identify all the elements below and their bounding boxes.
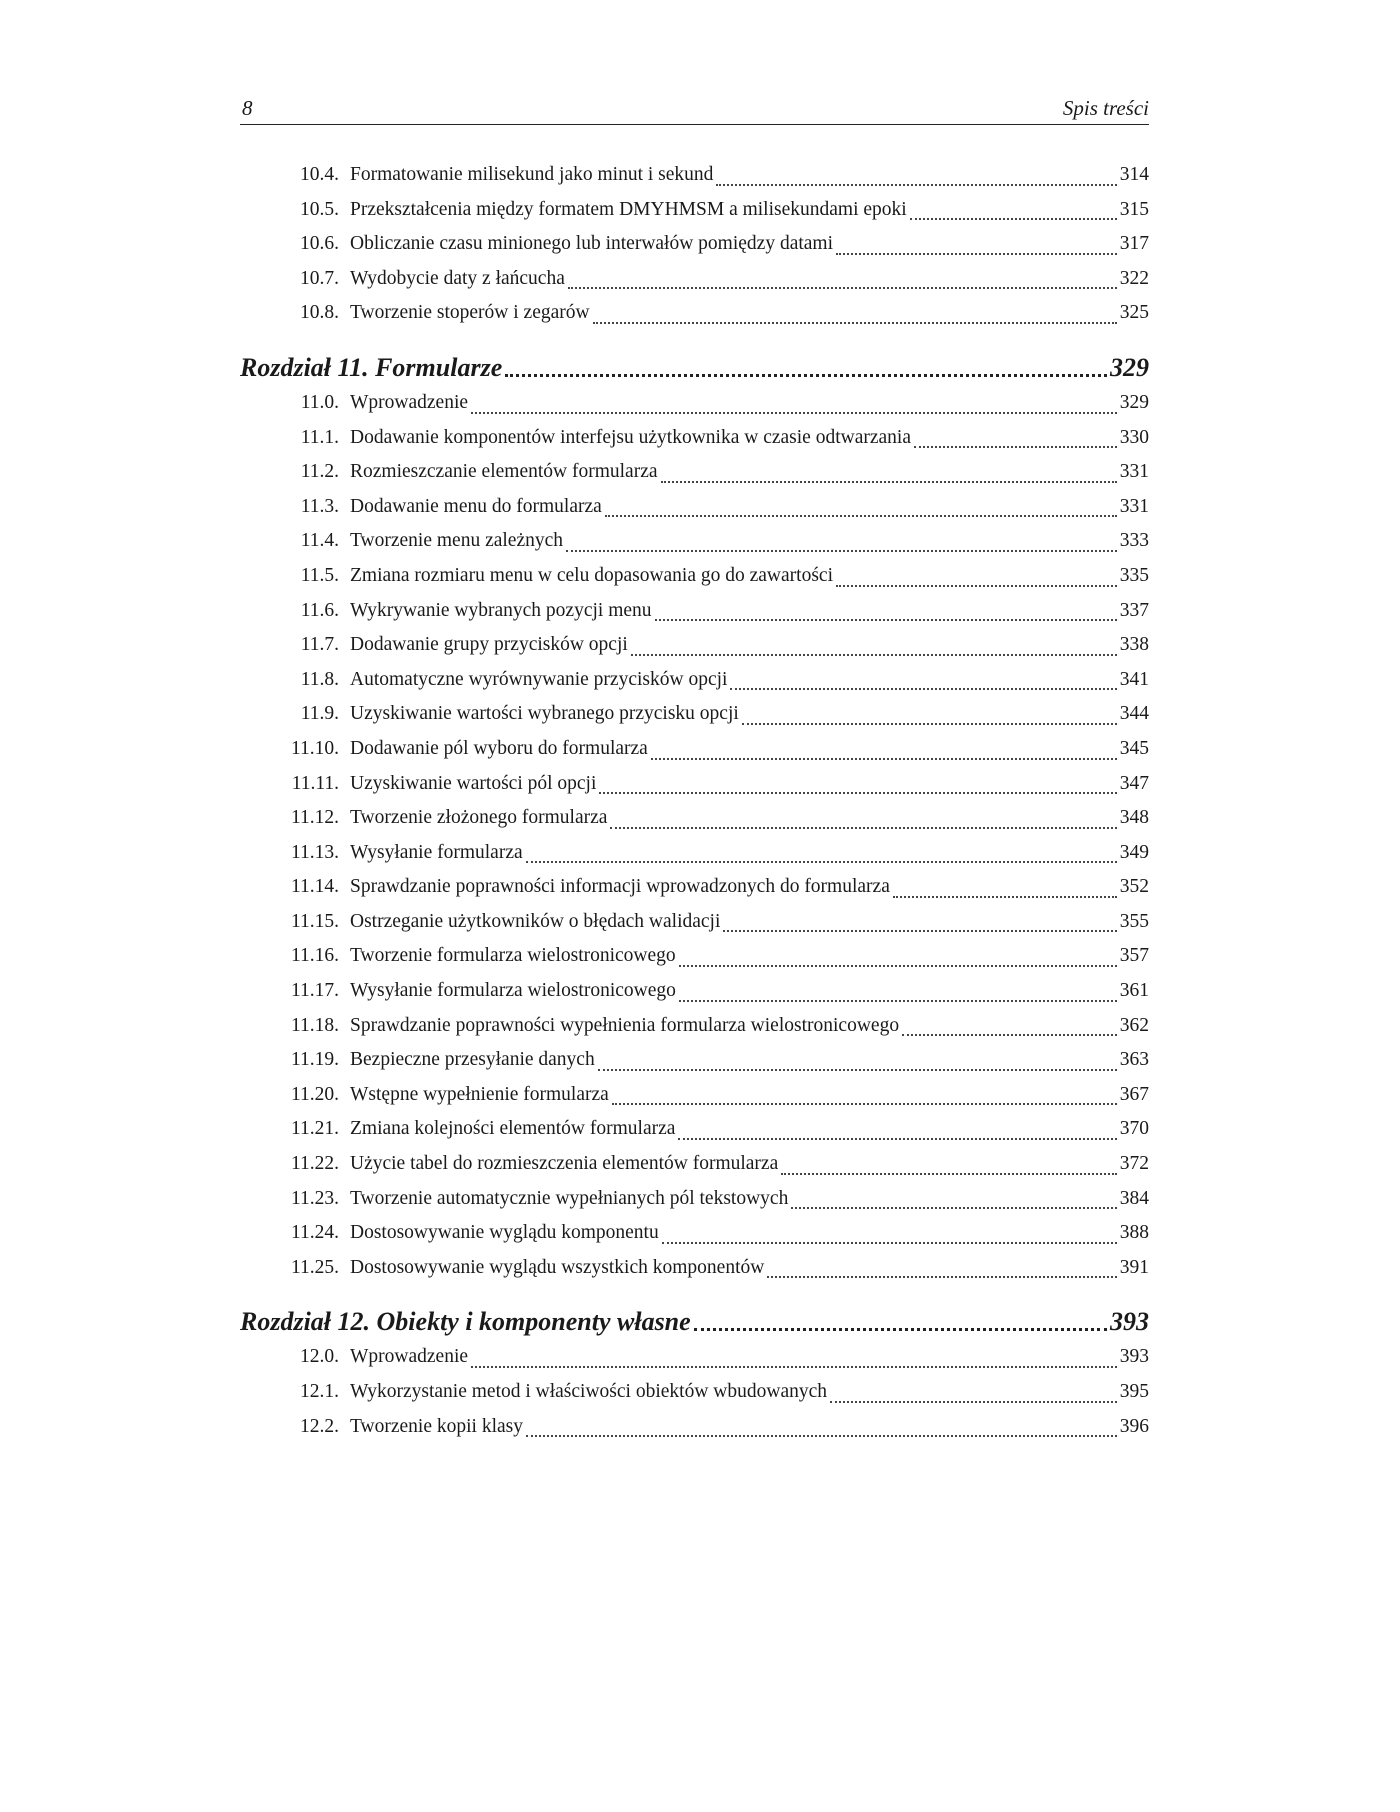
- entry-number: 10.4.: [300, 164, 339, 185]
- entry-title: Użycie tabel do rozmieszczenia elementów formularza: [350, 1153, 779, 1175]
- dot-leader: [902, 1034, 1117, 1036]
- entry-number: 12.0.: [300, 1346, 339, 1368]
- entry-number: 11.6.: [300, 599, 339, 621]
- entry-page: 330: [1119, 426, 1149, 448]
- toc-entry[interactable]: [240, 1182, 1149, 1217]
- entry-title: Wykorzystanie metod i właściwości obiektów wbudowanych: [350, 1381, 828, 1402]
- entry-page: 325: [1119, 302, 1149, 324]
- running-header: [240, 96, 1149, 124]
- entry-title: Ostrzeganie użytkowników o błędach walidacji: [350, 910, 721, 932]
- entry-title: Zmiana rozmiaru menu w celu dopasowania go do zawartości: [350, 564, 833, 586]
- entry-title: Automatyczne wyrównywanie przycisków opcji: [350, 668, 728, 690]
- dot-leader: [836, 253, 1117, 255]
- entry-number: 11.2.: [300, 461, 339, 483]
- toc-entry[interactable]: [240, 870, 1149, 905]
- chapter-title: Rozdział 12. Obiekty i komponenty własne: [240, 1307, 691, 1337]
- entry-page: 329: [1119, 391, 1149, 413]
- entry-number: 10.7.: [300, 267, 339, 289]
- toc-entry[interactable]: [240, 1078, 1149, 1113]
- chapter-page: 393: [1110, 1307, 1149, 1337]
- toc-entry[interactable]: [240, 1009, 1149, 1044]
- entry-number: 12.2.: [300, 1415, 339, 1437]
- header-divider: [240, 124, 1149, 125]
- dot-leader: [679, 965, 1117, 967]
- entry-page: 331: [1119, 461, 1149, 483]
- entry-page: 335: [1119, 564, 1149, 586]
- dot-leader: [767, 1276, 1116, 1278]
- entry-title: Obliczanie czasu minionego lub interwałów pomiędzy datami: [350, 233, 834, 255]
- toc-entry[interactable]: [240, 559, 1149, 594]
- dot-leader: [830, 1401, 1117, 1403]
- entry-number: 11.23.: [290, 1187, 339, 1209]
- toc-entry[interactable]: [240, 594, 1149, 629]
- dot-leader: [678, 1138, 1116, 1140]
- toc-entry[interactable]: [240, 732, 1149, 767]
- entry-page: 355: [1119, 910, 1149, 932]
- toc-entry[interactable]: [240, 262, 1149, 297]
- entry-page: 352: [1119, 876, 1149, 898]
- toc-entry[interactable]: [240, 524, 1149, 559]
- toc-chapter-12[interactable]: [240, 1305, 1149, 1339]
- entry-number: 10.8.: [300, 302, 339, 324]
- entry-number: 11.15.: [290, 910, 339, 932]
- entry-page: 393: [1119, 1346, 1149, 1368]
- dot-leader: [730, 688, 1116, 690]
- entry-title: Dodawanie grupy przycisków opcji: [350, 634, 628, 656]
- toc-entry[interactable]: [240, 1340, 1149, 1375]
- toc-entry[interactable]: [240, 193, 1149, 228]
- entry-page: 367: [1119, 1083, 1149, 1105]
- dot-leader: [661, 481, 1117, 483]
- dot-leader: [723, 930, 1116, 932]
- toc-entry[interactable]: [240, 1043, 1149, 1078]
- entry-number: 11.25.: [290, 1256, 339, 1278]
- dot-leader: [893, 896, 1117, 898]
- entry-number: 11.0.: [300, 391, 339, 413]
- entry-page: 348: [1119, 807, 1149, 829]
- toc-entry[interactable]: [240, 296, 1149, 331]
- toc-entry[interactable]: [240, 1375, 1149, 1410]
- entry-number: 11.10.: [290, 737, 339, 759]
- entry-number: 12.1.: [300, 1381, 339, 1402]
- entry-title: Dodawanie pól wyboru do formularza: [350, 737, 648, 759]
- entry-title: Tworzenie automatycznie wypełnianych pól tekstowych: [350, 1187, 789, 1209]
- toc-entry[interactable]: [240, 801, 1149, 836]
- dot-leader: [593, 322, 1117, 324]
- entry-page: 315: [1119, 198, 1149, 220]
- entry-title: Wykrywanie wybranych pozycji menu: [350, 599, 652, 621]
- entry-title: Bezpieczne przesyłanie danych: [350, 1049, 595, 1071]
- entry-page: 337: [1119, 599, 1149, 621]
- toc-entry[interactable]: [240, 1216, 1149, 1251]
- entry-number: 10.5.: [300, 198, 339, 220]
- entry-title: Sprawdzanie poprawności informacji wprowadzonych do formularza: [350, 876, 890, 898]
- entry-page: 347: [1119, 772, 1149, 794]
- entry-page: 333: [1119, 530, 1149, 552]
- toc-entry[interactable]: [240, 836, 1149, 871]
- entry-page: 388: [1119, 1222, 1149, 1244]
- entry-number: 11.22.: [290, 1153, 339, 1175]
- entry-page: 384: [1119, 1187, 1149, 1209]
- chapter-page: 329: [1110, 352, 1149, 382]
- entry-number: 11.19.: [290, 1049, 339, 1071]
- dot-leader: [679, 1000, 1117, 1002]
- dot-leader: [610, 827, 1116, 829]
- entry-page: 338: [1119, 634, 1149, 656]
- entry-number: 10.6.: [300, 233, 339, 255]
- entry-page: 372: [1119, 1153, 1149, 1175]
- entry-title: Uzyskiwanie wartości wybranego przycisku opcji: [350, 703, 739, 725]
- entry-title: Formatowanie milisekund jako minut i sekund: [350, 164, 714, 185]
- dot-leader: [599, 792, 1116, 794]
- entry-page: 357: [1119, 945, 1149, 967]
- toc-entry[interactable]: [240, 158, 1149, 193]
- entry-page: 344: [1119, 703, 1149, 725]
- entry-page: 331: [1119, 495, 1149, 517]
- entry-title: Wysyłanie formularza: [350, 841, 523, 863]
- entry-page: 370: [1119, 1118, 1149, 1140]
- toc-entry[interactable]: [240, 1147, 1149, 1182]
- entry-page: 349: [1119, 841, 1149, 863]
- toc-chapter-11[interactable]: [240, 351, 1149, 385]
- page-number: 8: [242, 96, 253, 120]
- dot-leader: [526, 1435, 1117, 1437]
- dot-leader: [471, 412, 1117, 414]
- entry-page: 391: [1119, 1256, 1149, 1278]
- entry-page: 361: [1119, 980, 1149, 1002]
- entry-title: Tworzenie stoperów i zegarów: [350, 302, 590, 324]
- entry-number: 11.17.: [290, 980, 339, 1002]
- dot-leader: [631, 654, 1117, 656]
- entry-number: 11.11.: [291, 772, 339, 794]
- dot-leader: [716, 184, 1116, 186]
- table-of-contents: [240, 158, 1149, 1444]
- entry-title: Dostosowywanie wyglądu komponentu: [350, 1222, 659, 1244]
- toc-entry[interactable]: [240, 421, 1149, 456]
- entry-number: 11.12.: [290, 807, 339, 829]
- dot-leader: [598, 1069, 1117, 1071]
- entry-page: 317: [1119, 233, 1149, 255]
- entry-title: Tworzenie złożonego formularza: [350, 807, 608, 829]
- toc-section-chapter-10-tail: [240, 158, 1149, 331]
- entry-page: 341: [1119, 668, 1149, 690]
- dot-leader: [694, 1328, 1107, 1331]
- entry-title: Wprowadzenie: [350, 391, 469, 413]
- entry-title: Dostosowywanie wyglądu wszystkich komponentów: [350, 1256, 765, 1278]
- dot-leader: [566, 550, 1117, 552]
- entry-title: Rozmieszczanie elementów formularza: [350, 461, 658, 483]
- toc-entry[interactable]: [240, 386, 1149, 421]
- toc-entry[interactable]: [240, 663, 1149, 698]
- toc-entry[interactable]: [240, 974, 1149, 1009]
- entry-title: Wstępne wypełnienie formularza: [350, 1083, 609, 1105]
- toc-entry[interactable]: [240, 1251, 1149, 1286]
- entry-page: 345: [1119, 737, 1149, 759]
- running-title: Spis treści: [1062, 96, 1149, 120]
- entry-number: 11.14.: [290, 876, 339, 898]
- dot-leader: [910, 218, 1117, 220]
- entry-number: 11.8.: [300, 668, 339, 690]
- entry-title: Dodawanie komponentów interfejsu użytkownika w czasie odtwarzania: [350, 426, 911, 448]
- toc-entry[interactable]: [240, 227, 1149, 262]
- dot-leader: [662, 1242, 1117, 1244]
- entry-title: Przekształcenia między formatem DMYHMSM a milisekundami epoki: [350, 198, 907, 220]
- toc-entry[interactable]: [240, 1112, 1149, 1147]
- dot-leader: [471, 1366, 1117, 1368]
- toc-section-chapter-12: [240, 1340, 1149, 1444]
- dot-leader: [505, 374, 1107, 377]
- entry-number: 11.18.: [290, 1014, 339, 1036]
- entry-page: 314: [1119, 164, 1149, 185]
- entry-number: 11.21.: [290, 1118, 339, 1140]
- chapter-title: Rozdział 11. Formularze: [240, 352, 503, 382]
- dot-leader: [612, 1103, 1117, 1105]
- entry-title: Wprowadzenie: [350, 1346, 469, 1368]
- entry-number: 11.9.: [300, 703, 339, 725]
- entry-number: 11.24.: [290, 1222, 339, 1244]
- dot-leader: [791, 1207, 1116, 1209]
- dot-leader: [526, 861, 1117, 863]
- toc-section-chapter-11: [240, 386, 1149, 1285]
- entry-page: 362: [1119, 1014, 1149, 1036]
- entry-title: Wydobycie daty z łańcucha: [350, 267, 565, 289]
- dot-leader: [781, 1173, 1117, 1175]
- dot-leader: [605, 515, 1117, 517]
- entry-number: 11.13.: [290, 841, 339, 863]
- toc-entry[interactable]: [240, 905, 1149, 940]
- entry-page: 395: [1119, 1381, 1149, 1402]
- entry-title: Sprawdzanie poprawności wypełnienia formularza wielostronicowego: [350, 1014, 900, 1036]
- dot-leader: [568, 287, 1117, 289]
- entry-number: 11.5.: [300, 564, 339, 586]
- entry-title: Wysyłanie formularza wielostronicowego: [350, 980, 676, 1002]
- entry-number: 11.3.: [300, 495, 339, 517]
- toc-entry[interactable]: [240, 697, 1149, 732]
- entry-number: 11.7.: [300, 634, 339, 656]
- toc-entry[interactable]: [240, 455, 1149, 490]
- entry-number: 11.1.: [300, 426, 339, 448]
- entry-number: 11.4.: [300, 530, 339, 552]
- entry-title: Dodawanie menu do formularza: [350, 495, 602, 517]
- dot-leader: [914, 446, 1117, 448]
- entry-title: Tworzenie formularza wielostronicowego: [350, 945, 676, 967]
- entry-title: Tworzenie menu zależnych: [350, 530, 564, 552]
- toc-entry[interactable]: [240, 490, 1149, 525]
- entry-page: 363: [1119, 1049, 1149, 1071]
- entry-number: 11.16.: [290, 945, 339, 967]
- dot-leader: [651, 758, 1117, 760]
- toc-entry[interactable]: [240, 1410, 1149, 1445]
- dot-leader: [836, 585, 1117, 587]
- dot-leader: [655, 619, 1117, 621]
- toc-entry[interactable]: [240, 939, 1149, 974]
- dot-leader: [742, 723, 1117, 725]
- toc-entry[interactable]: [240, 628, 1149, 663]
- entry-page: 322: [1119, 267, 1149, 289]
- entry-title: Zmiana kolejności elementów formularza: [350, 1118, 676, 1140]
- entry-title: Tworzenie kopii klasy: [350, 1415, 524, 1437]
- toc-entry[interactable]: [240, 767, 1149, 802]
- entry-title: Uzyskiwanie wartości pól opcji: [350, 772, 597, 794]
- entry-number: 11.20.: [290, 1083, 339, 1105]
- entry-page: 396: [1119, 1415, 1149, 1437]
